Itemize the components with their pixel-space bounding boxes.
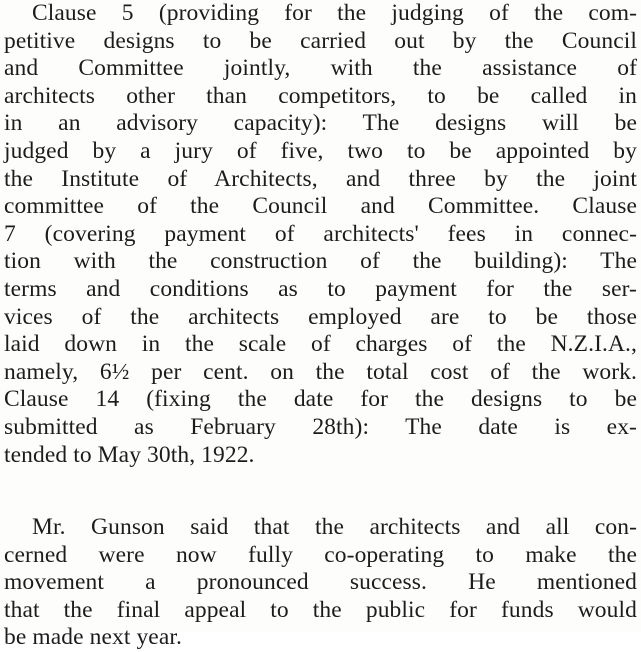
text-line: judged by a jury of five, two to be appointed by xyxy=(4,137,637,164)
text-line: movement a pronounced success. He mentioned xyxy=(4,569,637,596)
text-line: vices of the architects employed are to be those xyxy=(4,303,637,330)
text-line: tion with the construction of the building): The xyxy=(4,248,637,275)
text-line: petitive designs to be carried out by the Council xyxy=(4,27,637,54)
text-line: committee of the Council and Committee. Clause xyxy=(4,193,637,220)
text-line: Mr. Gunson said that the architects and all con- xyxy=(32,514,637,540)
paragraph-clauses xyxy=(4,0,637,469)
text-line: in an advisory capacity): The designs will be xyxy=(4,110,637,137)
text-line: laid down in the scale of charges of the N.Z.I.A., xyxy=(4,331,637,358)
text-line: tended to May 30th, 1922. xyxy=(4,441,255,468)
text-line: cerned were now fully co-operating to make the xyxy=(4,541,637,568)
text-line: that the final appeal to the public for funds would xyxy=(4,596,637,623)
text-line: terms and conditions as to payment for the ser- xyxy=(4,275,637,302)
text-line: the Institute of Architects, and three by the joint xyxy=(4,165,637,192)
text-line: and Committee jointly, with the assistance of xyxy=(4,55,637,82)
paragraph-gunson xyxy=(4,514,637,652)
text-line: architects other than competitors, to be called in xyxy=(4,82,637,109)
text-line: be made next year. xyxy=(4,624,182,651)
text-line: 7 (covering payment of architects' fees in connec- xyxy=(4,220,637,247)
text-line: Clause 5 (providing for the judging of the com- xyxy=(32,0,637,26)
text-line: submitted as February 28th): The date is ex- xyxy=(4,413,637,440)
text-line: Clause 14 (fixing the date for the designs to be xyxy=(4,386,637,413)
text-line: namely, 6½ per cent. on the total cost of the work. xyxy=(4,358,637,385)
